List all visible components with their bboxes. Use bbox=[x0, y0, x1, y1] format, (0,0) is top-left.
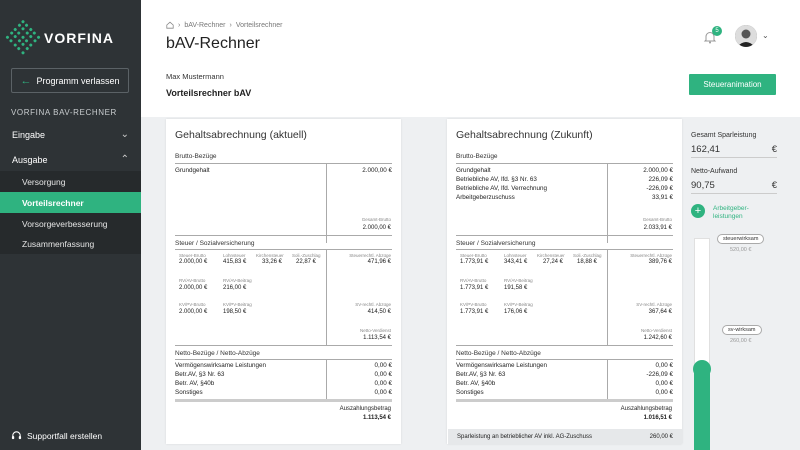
headset-icon bbox=[11, 430, 22, 441]
gesamt-brutto-label: Gesamt-Brutto bbox=[642, 217, 672, 222]
cell-value: 2.000,00 € bbox=[179, 285, 208, 291]
nav-sub-vorsorgeverbesserung[interactable]: Vorsorgeverbesserung bbox=[0, 213, 141, 234]
cell-value: 216,00 € bbox=[223, 285, 247, 291]
sv-effective-value: 260,00 € bbox=[730, 338, 752, 344]
cell-label: KV/PV-Brutto bbox=[460, 302, 487, 307]
tax-animation-button[interactable]: Steueranimation bbox=[689, 74, 776, 95]
cell-label: Soli.-Zuschlag bbox=[573, 253, 602, 258]
list-item: Grundgehalt 2.000,00 € bbox=[175, 167, 392, 174]
breadcrumb bbox=[166, 21, 283, 29]
home-icon[interactable] bbox=[166, 21, 174, 29]
cell-label: Lohnsteuer bbox=[223, 253, 246, 258]
exit-program-button[interactable] bbox=[11, 68, 129, 93]
savings-strip-label: Sparleistung an betrieblicher AV inkl. AG-Zuschuss bbox=[457, 433, 592, 440]
cell-label: KV/PV-Beitrag bbox=[504, 302, 533, 307]
chevron-up-icon: ⌃ bbox=[120, 154, 129, 165]
page-title: bAV-Rechner bbox=[166, 35, 260, 52]
slider-handle[interactable] bbox=[693, 360, 711, 378]
sub-title: Vorteilsrechner bAV bbox=[166, 88, 252, 98]
payslip-current-card bbox=[166, 119, 401, 444]
cell-value: 191,58 € bbox=[504, 285, 528, 291]
slider-fill bbox=[694, 368, 710, 450]
cell-label: Kirchensteuer bbox=[537, 253, 565, 258]
user-avatar-icon bbox=[735, 25, 757, 47]
cell-label: Lohnsteuer bbox=[504, 253, 527, 258]
sv-effective-marker: sv-wirksam bbox=[722, 325, 762, 335]
breadcrumb-sep-icon: › bbox=[229, 21, 232, 29]
chevron-down-icon: ⌄ bbox=[120, 129, 129, 140]
brand-name: VORFINA bbox=[44, 30, 114, 46]
summary-panel bbox=[684, 125, 784, 450]
list-item: Betr.AV, §3 Nr. 63 0,00 € bbox=[175, 371, 392, 378]
tax-label: Steuer / Sozialversicherung bbox=[175, 240, 255, 247]
total-savings-label: Gesamt Sparleistung bbox=[691, 132, 757, 139]
cell-value: 389,76 € bbox=[648, 259, 672, 265]
cell-value: 176,06 € bbox=[504, 309, 528, 315]
cell-label: KV/PV-Beitrag bbox=[223, 302, 252, 307]
nav-sub-zusammenfassung[interactable]: Zusammenfassung bbox=[0, 233, 141, 254]
payout-value: 1.113,54 € bbox=[362, 415, 391, 421]
add-icon[interactable]: + bbox=[691, 204, 705, 218]
cell-label: Soli.-Zuschlag bbox=[292, 253, 321, 258]
cell-value: 1.773,91 € bbox=[460, 259, 489, 265]
cell-value: 415,83 € bbox=[223, 259, 247, 265]
cell-value: 1.773,91 € bbox=[460, 285, 489, 291]
nav-sub-vorteilsrechner[interactable]: Vorteilsrechner bbox=[0, 192, 141, 213]
tax-effective-value: 520,00 € bbox=[730, 247, 752, 253]
savings-strip-value: 260,00 € bbox=[649, 433, 673, 440]
cell-label: Steuer-Brutto bbox=[179, 253, 206, 258]
cell-label: RV/AV-Brutto bbox=[460, 278, 487, 283]
arrow-left-icon: ← bbox=[20, 74, 32, 87]
card-title: Gehaltsabrechnung (aktuell) bbox=[175, 129, 307, 141]
cell-value: 1.242,60 € bbox=[643, 335, 672, 341]
list-item: Vermögenswirksame Leistungen 0,00 € bbox=[175, 362, 392, 369]
brutto-label: Brutto-Bezüge bbox=[175, 153, 217, 160]
support-link[interactable] bbox=[11, 430, 102, 441]
nav-section-title: VORFINA BAV-RECHNER bbox=[11, 108, 117, 117]
cell-value: 343,41 € bbox=[504, 259, 528, 265]
cell-value: 198,50 € bbox=[223, 309, 247, 315]
cell-value: 2.000,00 € bbox=[179, 309, 208, 315]
cell-value: 27,24 € bbox=[543, 259, 564, 265]
cell-value: 18,88 € bbox=[577, 259, 598, 265]
payout-value: 1.016,51 € bbox=[643, 415, 672, 421]
netto-label: Netto-Bezüge / Netto-Abzüge bbox=[456, 350, 541, 357]
nav-item-eingabe[interactable] bbox=[0, 122, 141, 147]
gesamt-brutto-label: Gesamt-Brutto bbox=[361, 217, 391, 222]
cell-label: Steuerrechtl. Abzüge bbox=[349, 253, 391, 258]
tax-effective-marker: steuerwirksam bbox=[717, 234, 764, 244]
nav-item-ausgabe[interactable] bbox=[0, 147, 141, 172]
list-item: Vermögenswirksame Leistungen 0,00 € bbox=[456, 362, 673, 369]
netto-label: Netto-Bezüge / Netto-Abzüge bbox=[175, 350, 260, 357]
nav-sub-versorgung[interactable]: Versorgung bbox=[0, 171, 141, 192]
net-cost-label: Netto-Aufwand bbox=[691, 168, 738, 175]
cell-label: Steuer-Brutto bbox=[460, 253, 487, 258]
user-name: Max Mustermann bbox=[166, 72, 224, 81]
cell-label: Netto-Verdienst bbox=[359, 328, 391, 333]
cell-value: 2.000,00 € bbox=[179, 259, 208, 265]
payout-label: Auszahlungsbetrag bbox=[620, 406, 672, 412]
cell-label: Kirchensteuer bbox=[256, 253, 284, 258]
payslip-future-card bbox=[447, 119, 682, 444]
list-item: Betriebliche AV, lfd. Verrechnung -226,09 € bbox=[456, 185, 673, 192]
breadcrumb-current: Vorteilsrechner bbox=[235, 21, 283, 29]
payout-label: Auszahlungsbetrag bbox=[339, 406, 391, 412]
list-item: Grundgehalt 2.000,00 € bbox=[456, 167, 673, 174]
employer-benefits-link[interactable]: Arbeitgeber- leistungen bbox=[713, 205, 749, 220]
support-label: Supportfall erstellen bbox=[27, 430, 103, 441]
nav-ausgabe-label: Ausgabe bbox=[12, 154, 48, 165]
cell-value: 367,64 € bbox=[648, 309, 672, 315]
cell-label: SV-rechtl. Abzüge bbox=[636, 302, 672, 307]
avatar[interactable] bbox=[735, 25, 757, 47]
cell-value: 414,50 € bbox=[367, 309, 391, 315]
list-item: Arbeitgeberzuschuss 33,91 € bbox=[456, 194, 673, 201]
total-savings-value: 162,41 € bbox=[691, 144, 777, 158]
cell-label: SV-rechtl. Abzüge bbox=[355, 302, 391, 307]
breadcrumb-sep-icon: › bbox=[178, 21, 181, 29]
cell-label: RV/AV-Beitrag bbox=[504, 278, 533, 283]
savings-strip bbox=[448, 429, 682, 444]
cell-value: 471,96 € bbox=[367, 259, 391, 265]
cell-label: RV/AV-Brutto bbox=[179, 278, 206, 283]
list-item: Betr.AV, §3 Nr. 63 -226,09 € bbox=[456, 371, 673, 378]
exit-label: Programm verlassen bbox=[36, 75, 120, 86]
nav-eingabe-label: Eingabe bbox=[12, 129, 46, 140]
list-item: Betr. AV, §40b 0,00 € bbox=[456, 380, 673, 387]
cell-label: Steuerrechtl. Abzüge bbox=[630, 253, 672, 258]
list-item: Betr. AV, §40b 0,00 € bbox=[175, 380, 392, 387]
logo-icon bbox=[5, 20, 42, 57]
cell-label: KV/PV-Brutto bbox=[179, 302, 206, 307]
gesamt-brutto-value: 2.000,00 € bbox=[362, 225, 391, 231]
net-cost-value: 90,75 € bbox=[691, 180, 777, 194]
cell-label: Netto-Verdienst bbox=[640, 328, 672, 333]
list-item: Sonstiges 0,00 € bbox=[175, 389, 392, 396]
logo bbox=[10, 25, 114, 51]
cell-value: 1.113,54 € bbox=[363, 335, 391, 341]
chevron-down-icon[interactable]: ⌄ bbox=[762, 31, 769, 40]
cell-value: 33,26 € bbox=[262, 259, 283, 265]
tax-label: Steuer / Sozialversicherung bbox=[456, 240, 536, 247]
brutto-label: Brutto-Bezüge bbox=[456, 153, 498, 160]
breadcrumb-link[interactable]: bAV-Rechner bbox=[184, 21, 226, 29]
cell-label: RV/AV-Beitrag bbox=[223, 278, 252, 283]
list-item: Sonstiges 0,00 € bbox=[456, 389, 673, 396]
sidebar bbox=[0, 0, 141, 450]
card-title: Gehaltsabrechnung (Zukunft) bbox=[456, 129, 593, 141]
notification-badge: 5 bbox=[712, 26, 722, 36]
list-item: Betriebliche AV, lfd. §3 Nr. 63 226,09 € bbox=[456, 176, 673, 183]
cell-value: 1.773,91 € bbox=[460, 309, 489, 315]
cell-value: 22,87 € bbox=[296, 259, 317, 265]
gesamt-brutto-value: 2.033,91 € bbox=[643, 225, 672, 231]
